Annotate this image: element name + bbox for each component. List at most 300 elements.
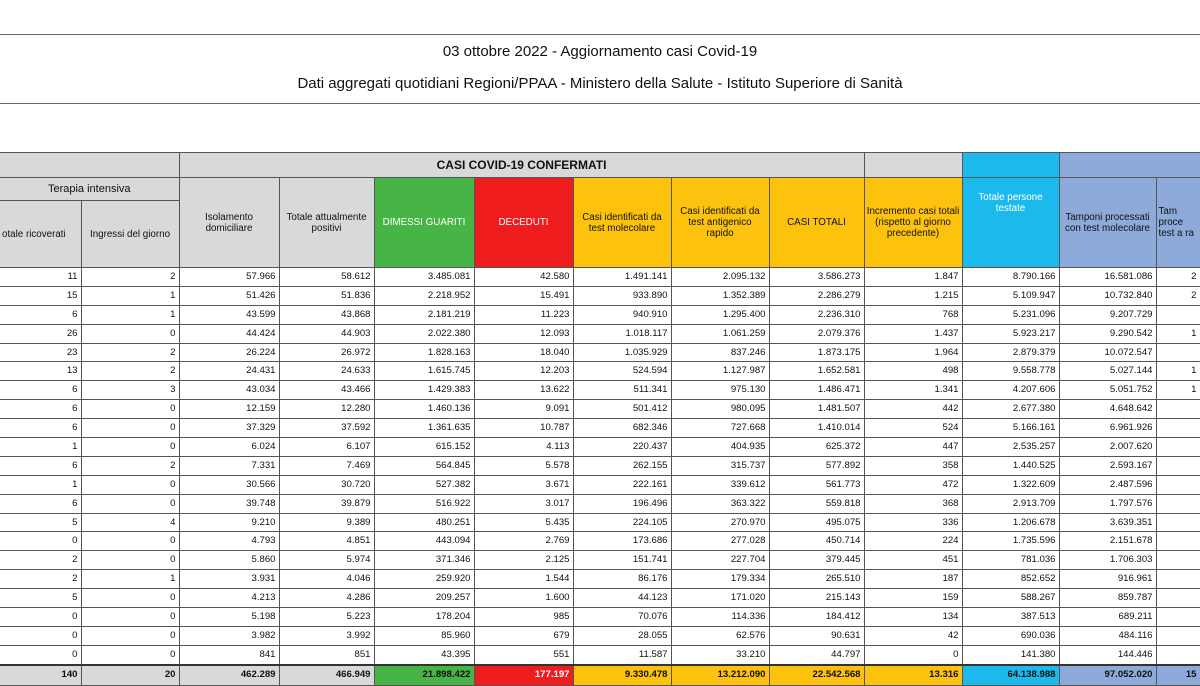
cell-tamponi-antigenico (1156, 589, 1200, 608)
cell-casi-totali: 215.143 (769, 589, 864, 608)
cell-tamponi-molecolare: 4.648.642 (1059, 400, 1156, 419)
cell-tamponi-molecolare: 916.961 (1059, 570, 1156, 589)
cell-tamponi-molecolare: 484.116 (1059, 626, 1156, 645)
cell-dimessi: 480.251 (374, 513, 474, 532)
cell-ti-ricoverati: 1 (0, 438, 81, 457)
cell-antigenico: 363.322 (671, 494, 769, 513)
cell-tamponi-molecolare: 1.797.576 (1059, 494, 1156, 513)
cell-dimessi: 259.920 (374, 570, 474, 589)
cell-antigenico: 114.336 (671, 608, 769, 627)
cell-ti-ingressi: 0 (81, 551, 179, 570)
cell-tamponi-molecolare: 859.787 (1059, 589, 1156, 608)
cell-molecolare: 262.155 (573, 456, 671, 475)
cell-ti-ingressi: 1 (81, 286, 179, 305)
cell-ti-ricoverati: 23 (0, 343, 81, 362)
cell-incremento: 1.215 (864, 286, 962, 305)
cell-dimessi: 178.204 (374, 608, 474, 627)
cell-persone-testate: 2.535.257 (962, 438, 1059, 457)
cell-tamponi-antigenico: 1 (1156, 362, 1200, 381)
table-row (0, 268, 1200, 287)
col-positivi: Totale attualmente positivi (279, 178, 374, 268)
cell-ti-ricoverati: 6 (0, 381, 81, 400)
cell-isolamento: 9.210 (179, 513, 279, 532)
cell-casi-totali: 625.372 (769, 438, 864, 457)
cell-tamponi-molecolare: 10.072.547 (1059, 343, 1156, 362)
cell-casi-totali: 561.773 (769, 475, 864, 494)
report-subtitle: Dati aggregati quotidiani Regioni/PPAA - Ministero della Salute - Istituto Superiore di Sanità (297, 75, 903, 92)
cell-ti-ricoverati: 5 (0, 513, 81, 532)
cell-antigenico: 277.028 (671, 532, 769, 551)
table-row (0, 570, 1200, 589)
cell-tamponi-antigenico (1156, 456, 1200, 475)
cell-ti-ingressi: 2 (81, 456, 179, 475)
cell-casi-totali: 1.652.581 (769, 362, 864, 381)
cell-tamponi-antigenico: 1 (1156, 381, 1200, 400)
cell-ti-ingressi: 0 (81, 494, 179, 513)
cell-persone-testate: 2.913.709 (962, 494, 1059, 513)
table-row (0, 438, 1200, 457)
casi-confermati-header: CASI COVID-19 CONFERMATI (179, 153, 864, 178)
cell-molecolare: 1.018.117 (573, 324, 671, 343)
cell-dimessi: 1.615.745 (374, 362, 474, 381)
cell-molecolare: 1.035.929 (573, 343, 671, 362)
cell-deceduti: 1.544 (474, 570, 573, 589)
cell-molecolare: 1.491.141 (573, 268, 671, 287)
cell-casi-totali: 1.873.175 (769, 343, 864, 362)
cell-incremento: 224 (864, 532, 962, 551)
cell-molecolare: 11.587 (573, 645, 671, 664)
cell-ti-ingressi: 0 (81, 419, 179, 438)
cell-tamponi-antigenico (1156, 513, 1200, 532)
cell-dimessi: 43.395 (374, 645, 474, 664)
cell-ti-ricoverati: 0 (0, 626, 81, 645)
cell-antigenico: 975.130 (671, 381, 769, 400)
cell-casi-totali: 2.079.376 (769, 324, 864, 343)
cell-incremento: 134 (864, 608, 962, 627)
cell-positivi: 12.280 (279, 400, 374, 419)
cell-tamponi-antigenico (1156, 494, 1200, 513)
table-row (0, 645, 1200, 664)
table-row (0, 324, 1200, 343)
cell-persone-testate: 690.036 (962, 626, 1059, 645)
table-row (0, 381, 1200, 400)
cell-deceduti: 679 (474, 626, 573, 645)
cell-isolamento: 6.024 (179, 438, 279, 457)
cell-ti-ricoverati: 5 (0, 589, 81, 608)
cell-deceduti: 5.578 (474, 456, 573, 475)
cell-positivi: 37.592 (279, 419, 374, 438)
cell-incremento: 768 (864, 305, 962, 324)
cell-molecolare: 224.105 (573, 513, 671, 532)
cell-isolamento: 44.424 (179, 324, 279, 343)
cell-ti-ricoverati: 2 (0, 551, 81, 570)
cell-deceduti: 18.040 (474, 343, 573, 362)
cell-persone-testate: 5.166.161 (962, 419, 1059, 438)
cell-incremento: 498 (864, 362, 962, 381)
cell-tamponi-molecolare: 1.706.303 (1059, 551, 1156, 570)
cell-tamponi-antigenico (1156, 645, 1200, 664)
cell-molecolare: 940.910 (573, 305, 671, 324)
cell-tamponi-molecolare: 9.290.542 (1059, 324, 1156, 343)
cell-antigenico: 179.334 (671, 570, 769, 589)
cell-dimessi: 85.960 (374, 626, 474, 645)
cell-ti-ricoverati: 6 (0, 419, 81, 438)
cell-casi-totali: 184.412 (769, 608, 864, 627)
table-row (0, 551, 1200, 570)
cell-incremento: 1.341 (864, 381, 962, 400)
cell-molecolare: 511.341 (573, 381, 671, 400)
cell-tamponi-molecolare: 2.151.678 (1059, 532, 1156, 551)
cell-positivi: 5.223 (279, 608, 374, 627)
cell-persone-testate: 1.735.596 (962, 532, 1059, 551)
cell-positivi: 9.389 (279, 513, 374, 532)
cell-ti-ricoverati: 2 (0, 570, 81, 589)
cell-isolamento: 5.860 (179, 551, 279, 570)
cell-incremento: 451 (864, 551, 962, 570)
table-row (0, 305, 1200, 324)
cell-tamponi-molecolare: 16.581.086 (1059, 268, 1156, 287)
cell-tamponi-molecolare: 2.007.620 (1059, 438, 1156, 457)
cell-deceduti: 4.113 (474, 438, 573, 457)
table-row (0, 456, 1200, 475)
cell-tamponi-antigenico (1156, 626, 1200, 645)
cell-persone-testate: 4.207.606 (962, 381, 1059, 400)
covid-data-table (0, 152, 1200, 686)
cell-ti-ricoverati: 26 (0, 324, 81, 343)
cell-dimessi: 527.382 (374, 475, 474, 494)
report-title: 03 ottobre 2022 - Aggiornamento casi Covid-19 (442, 43, 758, 60)
cell-casi-totali: 3.586.273 (769, 268, 864, 287)
cell-casi-totali: 577.892 (769, 456, 864, 475)
cell-casi-totali: 559.818 (769, 494, 864, 513)
cell-isolamento: 5.198 (179, 608, 279, 627)
cell-incremento: 524 (864, 419, 962, 438)
cell-tamponi-molecolare: 3.639.351 (1059, 513, 1156, 532)
col-tamponi-antigenico: Tam proce test a ra (1156, 178, 1200, 268)
col-dimessi: DIMESSI GUARITI (374, 178, 474, 268)
cell-antigenico: 404.935 (671, 438, 769, 457)
cell-ti-ingressi: 0 (81, 400, 179, 419)
cell-isolamento: 3.982 (179, 626, 279, 645)
cell-antigenico: 727.668 (671, 419, 769, 438)
cell-dimessi: 209.257 (374, 589, 474, 608)
cell-molecolare: 222.161 (573, 475, 671, 494)
table-row (0, 589, 1200, 608)
cell-persone-testate: 781.036 (962, 551, 1059, 570)
terapia-intensiva-header: Terapia intensiva (0, 178, 179, 201)
cell-molecolare: 28.055 (573, 626, 671, 645)
cell-persone-testate: 2.677.380 (962, 400, 1059, 419)
cell-tamponi-molecolare: 9.207.729 (1059, 305, 1156, 324)
table-row (0, 608, 1200, 627)
cell-positivi: 4.286 (279, 589, 374, 608)
table-row (0, 494, 1200, 513)
cell-positivi: 3.992 (279, 626, 374, 645)
cell-ti-ricoverati: 0 (0, 608, 81, 627)
cell-antigenico: 33.210 (671, 645, 769, 664)
cell-isolamento: 43.599 (179, 305, 279, 324)
cell-casi-totali: 1.410.014 (769, 419, 864, 438)
cell-tamponi-antigenico: 2 (1156, 286, 1200, 305)
col-molecolare: Casi identificati da test molecolare (573, 178, 671, 268)
total-casi-totali: 22.542.568 (769, 665, 864, 686)
cell-isolamento: 43.034 (179, 381, 279, 400)
cell-incremento: 1.964 (864, 343, 962, 362)
cell-persone-testate: 1.206.678 (962, 513, 1059, 532)
table-row (0, 532, 1200, 551)
cell-incremento: 1.847 (864, 268, 962, 287)
cell-isolamento: 39.748 (179, 494, 279, 513)
cell-isolamento: 7.331 (179, 456, 279, 475)
cell-dimessi: 1.429.383 (374, 381, 474, 400)
cell-dimessi: 3.485.081 (374, 268, 474, 287)
table-row (0, 286, 1200, 305)
cell-tamponi-antigenico (1156, 475, 1200, 494)
cell-antigenico: 1.061.259 (671, 324, 769, 343)
cell-dimessi: 1.828.163 (374, 343, 474, 362)
cell-casi-totali: 379.445 (769, 551, 864, 570)
cell-deceduti: 10.787 (474, 419, 573, 438)
cell-isolamento: 37.329 (179, 419, 279, 438)
cell-ti-ricoverati: 6 (0, 305, 81, 324)
cell-molecolare: 524.594 (573, 362, 671, 381)
cell-persone-testate: 588.267 (962, 589, 1059, 608)
cell-persone-testate: 5.109.947 (962, 286, 1059, 305)
col-ti-ricoverati: otale ricoverati (0, 201, 81, 268)
cell-isolamento: 26.224 (179, 343, 279, 362)
total-molecolare: 9.330.478 (573, 665, 671, 686)
cell-ti-ingressi: 1 (81, 570, 179, 589)
cell-dimessi: 443.094 (374, 532, 474, 551)
cell-dimessi: 1.460.136 (374, 400, 474, 419)
cell-isolamento: 4.213 (179, 589, 279, 608)
table-row (0, 513, 1200, 532)
table-row (0, 362, 1200, 381)
cell-ti-ricoverati: 6 (0, 456, 81, 475)
cell-isolamento: 51.426 (179, 286, 279, 305)
cell-ti-ingressi: 0 (81, 324, 179, 343)
cell-positivi: 58.612 (279, 268, 374, 287)
cell-persone-testate: 9.558.778 (962, 362, 1059, 381)
cell-antigenico: 339.612 (671, 475, 769, 494)
cell-antigenico: 315.737 (671, 456, 769, 475)
cell-casi-totali: 2.236.310 (769, 305, 864, 324)
cell-persone-testate: 1.440.525 (962, 456, 1059, 475)
cell-positivi: 26.972 (279, 343, 374, 362)
cell-antigenico: 171.020 (671, 589, 769, 608)
cell-tamponi-molecolare: 6.961.926 (1059, 419, 1156, 438)
cell-molecolare: 70.076 (573, 608, 671, 627)
col-incremento: Incremento casi totali (rispetto al giorno precedente) (864, 178, 962, 268)
total-positivi: 466.949 (279, 665, 374, 686)
cell-positivi: 5.974 (279, 551, 374, 570)
cell-casi-totali: 1.486.471 (769, 381, 864, 400)
cell-casi-totali: 265.510 (769, 570, 864, 589)
col-isolamento: Isolamento domiciliare (179, 178, 279, 268)
cell-tamponi-molecolare: 10.732.840 (1059, 286, 1156, 305)
cell-positivi: 44.903 (279, 324, 374, 343)
cell-deceduti: 13.622 (474, 381, 573, 400)
cell-deceduti: 3.017 (474, 494, 573, 513)
cell-positivi: 43.466 (279, 381, 374, 400)
cell-positivi: 4.851 (279, 532, 374, 551)
cell-persone-testate: 1.322.609 (962, 475, 1059, 494)
cell-molecolare: 173.686 (573, 532, 671, 551)
cell-casi-totali: 495.075 (769, 513, 864, 532)
cell-antigenico: 980.095 (671, 400, 769, 419)
col-antigenico: Casi identificati da test antigenico rapido (671, 178, 769, 268)
total-ti-ingressi: 20 (81, 665, 179, 686)
total-deceduti: 177.197 (474, 665, 573, 686)
cell-deceduti: 5.435 (474, 513, 573, 532)
cell-ti-ricoverati: 6 (0, 494, 81, 513)
cell-deceduti: 11.223 (474, 305, 573, 324)
cell-tamponi-antigenico: 1 (1156, 324, 1200, 343)
table-row (0, 475, 1200, 494)
cell-molecolare: 501.412 (573, 400, 671, 419)
cell-deceduti: 1.600 (474, 589, 573, 608)
cell-deceduti: 12.203 (474, 362, 573, 381)
cell-incremento: 187 (864, 570, 962, 589)
cell-antigenico: 62.576 (671, 626, 769, 645)
cell-dimessi: 516.922 (374, 494, 474, 513)
cell-ti-ricoverati: 6 (0, 400, 81, 419)
cell-tamponi-antigenico (1156, 551, 1200, 570)
table-row (0, 343, 1200, 362)
cell-molecolare: 86.176 (573, 570, 671, 589)
cell-positivi: 30.720 (279, 475, 374, 494)
cell-incremento: 358 (864, 456, 962, 475)
cell-tamponi-antigenico (1156, 400, 1200, 419)
cell-antigenico: 1.352.389 (671, 286, 769, 305)
cell-tamponi-molecolare: 5.051.752 (1059, 381, 1156, 400)
cell-positivi: 6.107 (279, 438, 374, 457)
cell-deceduti: 985 (474, 608, 573, 627)
cell-ti-ingressi: 2 (81, 362, 179, 381)
cell-ti-ricoverati: 0 (0, 645, 81, 664)
cell-persone-testate: 387.513 (962, 608, 1059, 627)
cell-incremento: 336 (864, 513, 962, 532)
total-ti-ricoverati: 140 (0, 665, 81, 686)
total-incremento: 13.316 (864, 665, 962, 686)
cell-ti-ricoverati: 13 (0, 362, 81, 381)
group-header-row (0, 153, 1200, 178)
cell-incremento: 368 (864, 494, 962, 513)
cell-persone-testate: 141.380 (962, 645, 1059, 664)
cell-molecolare: 44.123 (573, 589, 671, 608)
cell-incremento: 442 (864, 400, 962, 419)
cell-persone-testate: 5.231.096 (962, 305, 1059, 324)
subgroup-header-row (0, 178, 1200, 201)
cell-dimessi: 371.346 (374, 551, 474, 570)
table-row (0, 400, 1200, 419)
cell-isolamento: 24.431 (179, 362, 279, 381)
cell-molecolare: 196.496 (573, 494, 671, 513)
cell-antigenico: 1.127.987 (671, 362, 769, 381)
cell-tamponi-molecolare: 2.593.167 (1059, 456, 1156, 475)
cell-antigenico: 1.295.400 (671, 305, 769, 324)
cell-ti-ingressi: 0 (81, 608, 179, 627)
cell-deceduti: 2.125 (474, 551, 573, 570)
cell-molecolare: 933.890 (573, 286, 671, 305)
cell-dimessi: 1.361.635 (374, 419, 474, 438)
cell-casi-totali: 2.286.279 (769, 286, 864, 305)
cell-positivi: 7.469 (279, 456, 374, 475)
cell-tamponi-antigenico (1156, 419, 1200, 438)
cell-ti-ingressi: 0 (81, 589, 179, 608)
cell-ti-ricoverati: 0 (0, 532, 81, 551)
cell-deceduti: 2.769 (474, 532, 573, 551)
cell-deceduti: 9.091 (474, 400, 573, 419)
cell-antigenico: 837.246 (671, 343, 769, 362)
cell-tamponi-molecolare: 144.446 (1059, 645, 1156, 664)
cell-casi-totali: 90.631 (769, 626, 864, 645)
cell-deceduti: 12.093 (474, 324, 573, 343)
cell-positivi: 43.868 (279, 305, 374, 324)
cell-positivi: 851 (279, 645, 374, 664)
cell-isolamento: 3.931 (179, 570, 279, 589)
cell-ti-ingressi: 0 (81, 475, 179, 494)
cell-isolamento: 30.566 (179, 475, 279, 494)
total-tamponi-antigenico: 15 (1156, 665, 1200, 686)
cell-antigenico: 270.970 (671, 513, 769, 532)
cell-tamponi-antigenico (1156, 343, 1200, 362)
cell-persone-testate: 2.879.379 (962, 343, 1059, 362)
total-antigenico: 13.212.090 (671, 665, 769, 686)
cell-molecolare: 151.741 (573, 551, 671, 570)
col-persone-testate: Totale persone testate (962, 178, 1059, 268)
cell-incremento: 0 (864, 645, 962, 664)
cell-ti-ingressi: 2 (81, 343, 179, 362)
cell-deceduti: 3.671 (474, 475, 573, 494)
cell-positivi: 4.046 (279, 570, 374, 589)
cell-ti-ingressi: 1 (81, 305, 179, 324)
col-tamponi-molecolare: Tamponi processati con test molecolare (1059, 178, 1156, 268)
cell-isolamento: 12.159 (179, 400, 279, 419)
cell-tamponi-antigenico (1156, 305, 1200, 324)
cell-ti-ingressi: 2 (81, 268, 179, 287)
cell-ti-ingressi: 3 (81, 381, 179, 400)
cell-molecolare: 682.346 (573, 419, 671, 438)
cell-incremento: 472 (864, 475, 962, 494)
table-row (0, 419, 1200, 438)
cell-isolamento: 841 (179, 645, 279, 664)
cell-persone-testate: 852.652 (962, 570, 1059, 589)
cell-isolamento: 57.966 (179, 268, 279, 287)
cell-dimessi: 615.152 (374, 438, 474, 457)
cell-positivi: 51.836 (279, 286, 374, 305)
cell-tamponi-molecolare: 689.211 (1059, 608, 1156, 627)
cell-deceduti: 551 (474, 645, 573, 664)
col-deceduti: DECEDUTI (474, 178, 573, 268)
cell-tamponi-antigenico (1156, 438, 1200, 457)
cell-ti-ricoverati: 11 (0, 268, 81, 287)
cell-ti-ingressi: 0 (81, 626, 179, 645)
total-persone-testate: 64.138.988 (962, 665, 1059, 686)
cell-tamponi-antigenico (1156, 532, 1200, 551)
col-ti-ingressi: Ingressi del giorno (81, 201, 179, 268)
cell-tamponi-molecolare: 5.027.144 (1059, 362, 1156, 381)
cell-antigenico: 227.704 (671, 551, 769, 570)
cell-incremento: 159 (864, 589, 962, 608)
cell-ti-ingressi: 4 (81, 513, 179, 532)
cell-tamponi-antigenico: 2 (1156, 268, 1200, 287)
total-dimessi: 21.898.422 (374, 665, 474, 686)
col-casi-totali: CASI TOTALI (769, 178, 864, 268)
cell-dimessi: 2.022.380 (374, 324, 474, 343)
cell-ti-ingressi: 0 (81, 532, 179, 551)
cell-positivi: 24.633 (279, 362, 374, 381)
